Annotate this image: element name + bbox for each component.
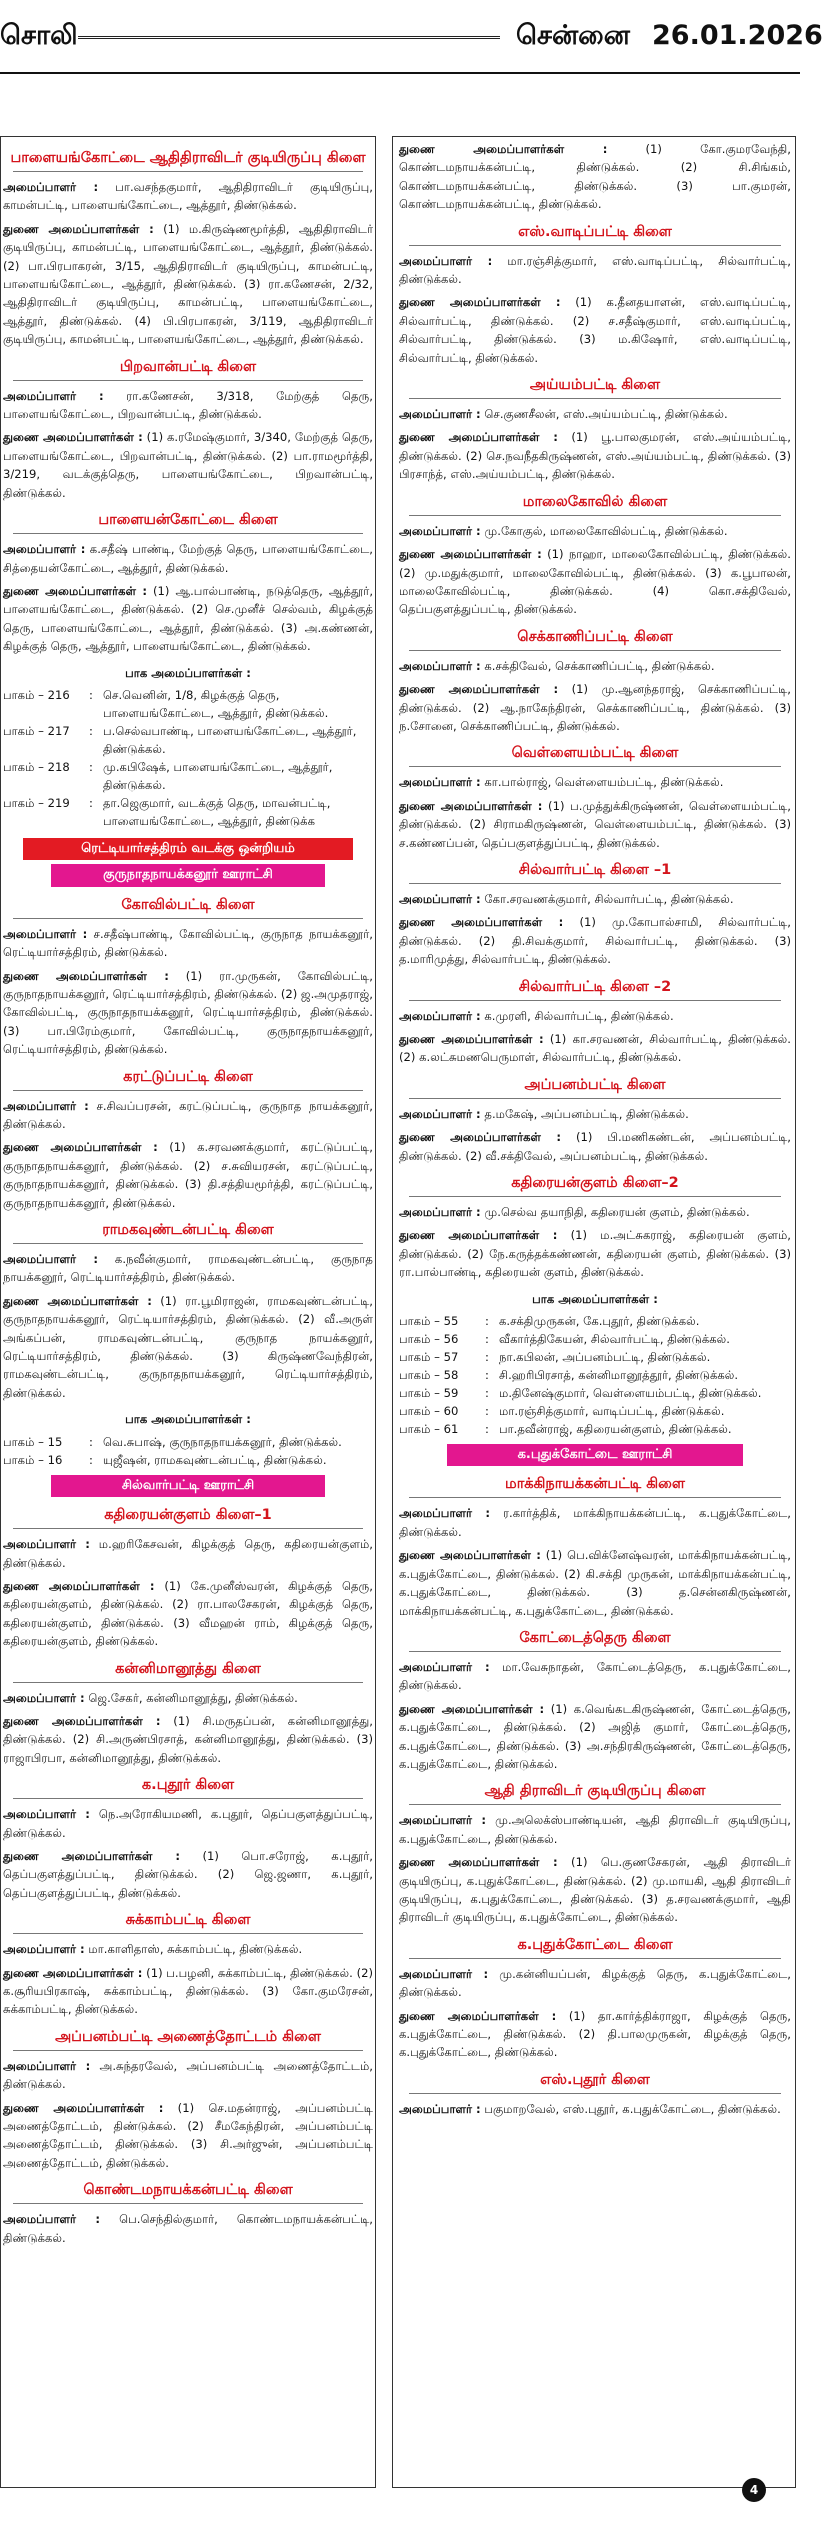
- entry-role-label: அமைப்பாளர் :: [3, 2058, 91, 2073]
- booth-row: [399, 1312, 791, 1330]
- booth-number: பாகம் – 61: [399, 1422, 459, 1437]
- entry-role-label: அமைப்பாளர் :: [399, 1506, 491, 1521]
- booth-colon: :: [89, 1434, 93, 1449]
- entry-text: மு.கோகுல், மாலைகோவில்பட்டி, திண்டுக்கல்.: [480, 523, 728, 538]
- entry-role-label: துணை அமைப்பாளர்கள் :: [3, 1965, 143, 1980]
- entry-role-label: அமைப்பாளர் :: [399, 253, 493, 268]
- section-divider: [409, 766, 781, 767]
- member-entry: [399, 1504, 791, 1541]
- section-divider: [409, 515, 781, 516]
- booth-number: பாகம் – 55: [399, 1314, 459, 1329]
- edition-date: 26.01.2026: [652, 20, 823, 51]
- entry-role-label: அமைப்பாளர் :: [399, 2101, 481, 2116]
- member-entry: [399, 797, 791, 852]
- entry-text: (1) பெ.குணசேகரன், ஆதி திராவிடர் குடியிருப்பு, க.புதுக்கோட்டை, திண்டுக்கல். (2) மு.மாயகி, ஆதி திராவிடர் குடியிருப்பு, க.புதுக்கோட்டை, திண்டுக்கல். (3) த.சரவணக்குமார், ஆதி திராவிடர் குடியிருப்பு, க.புதுக்கோட்டை, திண்டுக்கல்.: [399, 1855, 791, 1925]
- panchayat-banner: க.புதுக்கோட்டை ஊராட்சி: [447, 1444, 743, 1466]
- entry-role-label: துணை அமைப்பாளர்கள் :: [399, 2008, 557, 2023]
- entry-role-label: அமைப்பாளர் :: [3, 1942, 85, 1957]
- section-divider: [409, 650, 781, 651]
- member-entry: [3, 1292, 373, 1402]
- section-heading: கரட்டுப்பட்டி கிளை: [123, 1068, 253, 1085]
- booth-row: [3, 1433, 373, 1451]
- entry-text: மா.ரஞ்சித்குமார், எஸ்.வாடிப்பட்டி, சில்வார்பட்டி, திண்டுக்கல்.: [399, 253, 791, 287]
- entry-text: த.மகேஷ், அப்பனம்பட்டி, திண்டுக்கல்.: [480, 1106, 689, 1121]
- entry-text: (1) நாஹா, மாலைகோவில்பட்டி, திண்டுக்கல். (2) மு.மதுக்குமார், மாலைகோவில்பட்டி, திண்டுக்கல். (3) க.பூபாலன், மாலைகோவில்பட்டி, திண்டுக்கல். (4) கொ.சக்திவேல், தெப்பகுளத்துப்பட்டி, திண்டுக்கல்.: [399, 547, 791, 617]
- section-divider: [409, 398, 781, 399]
- entry-text: மு.கன்னியப்பன், கிழக்குத் தெரு, க.புதுக்கோட்டை, திண்டுக்கல்.: [399, 1966, 791, 2000]
- booth-colon: :: [485, 1368, 489, 1383]
- booth-row: [399, 1366, 791, 1384]
- member-entry: [3, 220, 373, 349]
- member-entry: [399, 2007, 791, 2062]
- member-entry: [399, 428, 791, 483]
- entry-role-label: துணை அமைப்பாளர்கள் :: [399, 1130, 561, 1145]
- section-divider: [13, 1528, 363, 1529]
- entry-text: (1) பொ.சரோஜ், க.புதூர், தெப்பகுளத்துப்பட்டி, திண்டுக்கல். (2) ஜெ.ஜணா, க.புதூர், தெப்பகுளத்துப்பட்டி, திண்டுக்கல்.: [3, 1848, 373, 1900]
- section-heading: வெள்ளையம்பட்டி கிளை: [511, 745, 679, 762]
- section-heading: செக்காணிப்பட்டி கிளை: [517, 628, 673, 645]
- section-heading: கோட்டைத்தெரு கிளை: [519, 1629, 671, 1646]
- section-heading: ராமகவுண்டன்பட்டி கிளை: [102, 1222, 274, 1239]
- member-entry: [399, 405, 791, 423]
- entry-text: (1) ப.பழனி, சுக்காம்பட்டி, திண்டுக்கல். (2) க.சூரியபிரகாஷ், சுக்காம்பட்டி, திண்டுக்கல். (3) கோ.குமரேசன், சுக்காம்பட்டி, திண்டுக்கல்.: [3, 1965, 373, 2017]
- member-entry: [3, 2210, 373, 2247]
- section-heading: க.புதுக்கோட்டை கிளை: [517, 1936, 673, 1953]
- booth-colon: :: [89, 687, 93, 702]
- booth-member: க.சக்திமுருகன், கே.புதூர், திண்டுக்கல்.: [499, 1314, 700, 1329]
- booth-colon: :: [485, 1314, 489, 1329]
- entry-text: (1) செ.மதன்ராஜ், அப்பனம்பட்டி அணைத்தோட்டம், திண்டுக்கல். (2) சீமகேந்திரன், அப்பனம்பட்டி அணைத்தோட்டம், திண்டுக்கல். (3) சி.அர்ஜுன், அப்பனம்பட்டி அணைத்தோட்டம், திண்டுக்கல்.: [3, 2100, 373, 2170]
- member-entry: [3, 967, 373, 1059]
- member-entry: [399, 680, 791, 735]
- member-entry: [399, 1700, 791, 1774]
- booth-number: பாகம் – 218: [3, 759, 70, 774]
- entry-text: (1) ம.கிருஷ்ணமூர்த்தி, ஆதிதிராவிடர் குடியிருப்பு, காமன்பட்டி, பாளையங்கோட்டை, ஆத்தூர், திண்டுக்கல். (2) பா.பிரபாகரன், 3/15, ஆதிதிராவிடர் குடியிருப்பு, காமன்பட்டி, பாளையங்கோட்டை, ஆத்தூர், திண்டுக்கல். (3) ரா.கணேசன், 2/32, ஆதிதிராவிடர் குடியிருப்பு, காமன்பட்டி, பாளையங்கோட்டை, ஆத்தூர், திண்டுக்கல். (4) பி.பிரபாகரன், 3/119, ஆதிதிராவிடர் குடியிருப்பு, காமன்பட்டி, பாளையங்கோட்டை, ஆத்தூர், திண்டுக்கல்.: [3, 221, 373, 347]
- edition-city: சென்னை: [516, 20, 630, 51]
- entry-role-label: துணை அமைப்பாளர்கள் :: [3, 2100, 164, 2115]
- entry-role-label: துணை அமைப்பாளர்கள் :: [399, 547, 542, 562]
- entry-text: (1) க.சரவணக்குமார், கரட்டுப்பட்டி, குருநாதநாயக்கனூர், திண்டுக்கல். (2) ச.சுவியரசன், கரட்டுப்பட்டி, குருநாதநாயக்கனூர், திண்டுக்கல். (3) தி.சத்தியமூர்த்தி, கரட்டுப்பட்டி, குருநாதநாயக்கனூர், திண்டுக்கல்.: [3, 1140, 373, 1210]
- booth-colon: :: [89, 795, 93, 810]
- entry-role-label: அமைப்பாளர் :: [3, 1098, 89, 1113]
- booth-list-title: பாக அமைப்பாளர்கள் :: [532, 1291, 658, 1306]
- entry-role-label: அமைப்பாளர் :: [3, 1807, 90, 1822]
- booth-colon: :: [89, 723, 93, 738]
- entry-text: கா.பால்ராஜ், வெள்ளையம்பட்டி, திண்டுக்கல்.: [480, 775, 724, 790]
- entry-role-label: அமைப்பாளர் :: [399, 658, 481, 673]
- entry-text: அ.சுந்தரவேல், அப்பனம்பட்டி அணைத்தோட்டம், திண்டுக்கல்.: [3, 2058, 373, 2092]
- section-divider: [409, 1000, 781, 1001]
- section-heading: எஸ்.புதூர் கிளை: [540, 2071, 650, 2088]
- entry-text: செ.குணசீலன், எஸ்.அய்யம்பட்டி, திண்டுக்கல்.: [480, 407, 728, 422]
- member-entry: [399, 1853, 791, 1927]
- masthead: [0, 0, 823, 92]
- booth-member: செ.வெனின், 1/8, கிழக்குத் தெரு, பாளையங்கோட்டை, ஆத்தூர், திண்டுக்கல்.: [103, 687, 329, 720]
- member-entry: [399, 1658, 791, 1695]
- entry-text: மு.அலெக்ஸ்பாண்டியன், ஆதி திராவிடர் குடியிருப்பு, க.புதுக்கோட்டை, திண்டுக்கல்.: [399, 1813, 791, 1846]
- entry-role-label: அமைப்பாளர் :: [399, 1813, 487, 1828]
- member-entry: [3, 925, 373, 962]
- booth-table: [3, 686, 373, 830]
- entry-text: மா.வேசுநாதன், கோட்டைத்தெரு, க.புதுக்கோட்டை, திண்டுக்கல்.: [399, 1659, 791, 1693]
- entry-text: நெ.அரோகியமணி, க.புதூர், தெப்பகுளத்துப்பட்டி, திண்டுக்கல்.: [3, 1807, 373, 1840]
- entry-text: ரா.கணேசன், 3/318, மேற்குத் தெரு, பாளையங்கோட்டை, பிறவான்பட்டி, திண்டுக்கல்.: [3, 388, 373, 422]
- member-entry: [399, 1226, 791, 1281]
- entry-role-label: அமைப்பாளர் :: [3, 1690, 85, 1705]
- newspaper-name: சொலி: [0, 20, 78, 51]
- section-divider: [13, 1933, 363, 1934]
- booth-member: தா.ஜெகுமார், வடக்குத் தெரு, மாவன்பட்டி, பாளையங்கோட்டை, ஆத்தூர், திண்டுக்க: [103, 795, 331, 828]
- entry-text: (1) பூ.பாலகுமரன், எஸ்.அய்யம்பட்டி, திண்டுக்கல். (2) செ.நவநீதகிருஷ்ணன், எஸ்.அய்யம்பட்டி, திண்டுக்கல். (3) பிரசாந்த், எஸ்.அய்யம்பட்டி, திண்டுக்கல்.: [399, 430, 791, 482]
- booth-list-title: பாக அமைப்பாளர்கள் :: [125, 1412, 251, 1427]
- member-entry: [3, 1940, 373, 1958]
- section-heading: க.புதூர் கிளை: [141, 1777, 235, 1794]
- entry-role-label: துணை அமைப்பாளர்கள் :: [3, 968, 169, 983]
- left-column: [3, 140, 373, 2480]
- booth-number: பாகம் – 15: [3, 1434, 63, 1449]
- entry-role-label: துணை அமைப்பாளர்கள் :: [3, 1713, 161, 1728]
- entry-role-label: அமைப்பாளர் :: [3, 388, 104, 403]
- booth-row: [399, 1348, 791, 1366]
- entry-role-label: அமைப்பாளர் :: [3, 180, 99, 194]
- booth-colon: :: [89, 759, 93, 774]
- entry-role-label: துணை அமைப்பாளர்கள் :: [399, 1701, 545, 1716]
- member-entry: [3, 1138, 373, 1212]
- entry-role-label: துணை அமைப்பாளர்கள் :: [399, 430, 558, 445]
- member-entry: [399, 1030, 791, 1067]
- section-heading: கோவில்பட்டி கிளை: [121, 896, 255, 913]
- member-entry: [399, 1007, 791, 1025]
- member-entry: [3, 428, 373, 502]
- member-entry: [399, 545, 791, 619]
- section-divider: [13, 171, 363, 172]
- section-divider: [409, 883, 781, 884]
- entry-role-label: துணை அமைப்பாளர்கள் :: [399, 1548, 541, 1563]
- booth-number: பாகம் – 60: [399, 1404, 459, 1419]
- section-divider: [409, 1196, 781, 1197]
- section-divider: [13, 918, 363, 919]
- entry-text: (1) பெ.விக்னேஷ்வரன், மாக்கிநாயக்கன்பட்டி, க.புதுக்கோட்டை, திண்டுக்கல். (2) கி.சக்தி முருகன், மாக்கிநாயக்கன்பட்டி, க.புதுக்கோட்டை, திண்டுக்கல். (3) த.சென்னகிருஷ்ணன், மாக்கிநாயக்கன்பட்டி, க.புதுக்கோட்டை, திண்டுக்கல்.: [399, 1548, 791, 1618]
- entry-text: (1) கே.முனீஸ்வரன், கிழக்குத் தெரு, கதிரையன்குளம், திண்டுக்கல். (2) ரா.பாலசேகரன், கிழக்குத் தெரு, கதிரையன்குளம், திண்டுக்கல். (3) வீமஹன் ராம், கிழக்குத் தெரு, கதிரையன்குளம், திண்டுக்கல்.: [3, 1578, 373, 1649]
- section-heading: அப்பனம்பட்டி கிளை: [524, 1076, 666, 1093]
- section-heading: அய்யம்பட்டி கிளை: [529, 377, 661, 394]
- entry-text: (1) மு.கோபால்சாமி, சில்வார்பட்டி, திண்டுக்கல். (2) தி.சிவக்குமார், சில்வார்பட்டி, திண்டுக்கல். (3) த.மாரிமுத்து, சில்வார்பட்டி, திண்டுக்கல்.: [399, 915, 791, 967]
- entry-text: பா.வசந்தகுமார், ஆதிதிராவிடர் குடியிருப்பு, காமன்பட்டி, பாளையங்கோட்டை, ஆத்தூர், திண்டுக்கல்.: [3, 180, 373, 213]
- member-entry: [3, 582, 373, 656]
- entry-role-label: துணை அமைப்பாளர்கள் :: [399, 1032, 544, 1046]
- panchayat-banner: சில்வார்பட்டி ஊராட்சி: [51, 1475, 325, 1497]
- entry-text: (1) ப.முத்துக்கிருஷ்ணன், வெள்ளையம்பட்டி, திண்டுக்கல். (2) சிராமகிருஷ்ணன், வெள்ளையம்பட்டி, திண்டுக்கல். (3) ச.கண்ணப்பன், தெப்பகுளத்துப்பட்டி, திண்டுக்கல்.: [399, 798, 791, 850]
- member-entry: [399, 1811, 791, 1848]
- section-heading: மாக்கிநாயக்கன்பட்டி கிளை: [505, 1476, 685, 1493]
- member-entry: [3, 1964, 373, 2019]
- entry-text: ர.கார்த்திக், மாக்கிநாயக்கன்பட்டி, க.புதுக்கோட்டை, திண்டுக்கல்.: [399, 1506, 791, 1539]
- booth-row: [3, 1451, 373, 1469]
- masthead-rule: [78, 36, 500, 39]
- entry-role-label: துணை அமைப்பாளர்கள் :: [3, 1848, 180, 1863]
- member-entry: [399, 913, 791, 968]
- entry-text: (1) க.வெங்கடகிருஷ்ணன், கோட்டைத்தெரு, க.புதுக்கோட்டை, திண்டுக்கல். (2) அஜித் குமார், கோட்டைத்தெரு, க.புதுக்கோட்டை, திண்டுக்கல். (3) அ.சந்திரகிருஷ்ணன், கோட்டைத்தெரு, க.புதுக்கோட்டை, திண்டுக்கல்.: [399, 1701, 791, 1771]
- entry-text: (1) ரா.முருகன், கோவில்பட்டி, குருநாதநாயக்கனூர், ரெட்டியார்சத்திரம், திண்டுக்கல். (2) ஜ.அமுதராஜ், கோவில்பட்டி, குருநாதநாயக்கனூர், ரெட்டியார்சத்திரம், திண்டுக்கல். (3) பா.பிரேம்குமார், கோவில்பட்டி, குருநாதநாயக்கனூர், ரெட்டியார்சத்திரம், திண்டுக்கல்.: [3, 968, 373, 1057]
- entry-role-label: அமைப்பாளர் :: [3, 2212, 101, 2227]
- section-heading: பாளையங்கோட்டை ஆதிதிராவிடர் குடியிருப்பு கிளை: [10, 150, 366, 166]
- booth-row: [399, 1402, 791, 1420]
- union-banner: ரெட்டியார்சத்திரம் வடக்கு ஒன்றியம்: [23, 838, 353, 860]
- entry-role-label: அமைப்பாளர் :: [399, 407, 481, 422]
- member-entry: [399, 140, 791, 214]
- panchayat-banner: குருநாதநாயக்கனூர் ஊராட்சி: [51, 864, 325, 886]
- member-entry: [399, 1128, 791, 1165]
- entry-role-label: துணை அமைப்பாளர்கள் :: [3, 1578, 155, 1593]
- section-divider: [13, 2050, 363, 2051]
- entry-role-label: துணை அமைப்பாளர்கள் :: [3, 1293, 152, 1308]
- section-divider: [13, 2203, 363, 2204]
- booth-member: மு.கபிஷேக், பாளையங்கோட்டை, ஆத்தூர், திண்டுக்கல்.: [103, 759, 333, 792]
- entry-text: க.முரளி, சில்வார்பட்டி, திண்டுக்கல்.: [480, 1008, 674, 1023]
- section-divider: [13, 1243, 363, 1244]
- section-heading: கொண்டமநாயக்கன்பட்டி கிளை: [83, 2182, 293, 2199]
- entry-role-label: அமைப்பாளர் :: [399, 523, 481, 538]
- member-entry: [399, 252, 791, 289]
- member-entry: [399, 1965, 791, 2002]
- entry-role-label: அமைப்பாளர் :: [399, 1205, 481, 1220]
- entry-role-label: துணை அமைப்பாளர்கள் :: [3, 1140, 158, 1155]
- section-divider: [409, 1958, 781, 1959]
- page-number-badge: 4: [742, 2478, 766, 2502]
- booth-member: வீகார்த்திகேயன், சில்வார்பட்டி, திண்டுக்கல்.: [499, 1332, 730, 1347]
- entry-text: பகுமாறவேல், எஸ்.புதூர், க.புதுக்கோட்டை, திண்டுக்கல்.: [480, 2101, 781, 2116]
- entry-role-label: அமைப்பாளர் :: [399, 1966, 489, 1981]
- entry-text: (1) ம.அட்சுகராஜ், கதிரையன் குளம், திண்டுக்கல். (2) நே.கருத்தக்கண்ணன், கதிரையன் குளம், திண்டுக்கல். (3) ரா.பால்பாண்டி, கதிரையன் குளம், திண்டுக்கல்.: [399, 1228, 791, 1280]
- entry-role-label: அமைப்பாளர் :: [3, 542, 86, 557]
- entry-role-label: அமைப்பாளர் :: [3, 1252, 98, 1267]
- entry-text: (1) ஆ.பால்பாண்டி, நடுத்தெரு, ஆத்தூர், பாளையங்கோட்டை, திண்டுக்கல். (2) செ.முனீச் செல்வம், கிழக்குத் தெரு, பாளையங்கோட்டை, ஆத்தூர், திண்டுக்கல். (3) அ.கண்ணன், கிழக்குத் தெரு, ஆத்தூர், பாளையங்கோட்டை, திண்டுக்கல்.: [3, 583, 373, 654]
- booth-colon: :: [485, 1404, 489, 1419]
- booth-row: [3, 722, 373, 758]
- entry-text: (1) கோ.குமரவேந்தி, கொண்டமநாயக்கன்பட்டி, திண்டுக்கல். (2) சி.சிங்கம், கொண்டமநாயக்கன்பட்டி, திண்டுக்கல். (3) பா.குமரன், கொண்டமநாயக்கன்பட்டி, திண்டுக்கல்.: [399, 142, 791, 212]
- section-divider: [409, 2093, 781, 2094]
- entry-text: ச.சதீஷ்பாண்டி, கோவில்பட்டி, குருநாத நாயக்கனூர், ரெட்டியார்சத்திரம், திண்டுக்கல்.: [3, 926, 373, 960]
- booth-number: பாகம் – 59: [399, 1386, 459, 1401]
- entry-role-label: துணை அமைப்பாளர்கள் :: [3, 430, 143, 445]
- section-divider: [13, 1090, 363, 1091]
- entry-text: க.சக்திவேல், செக்காணிப்பட்டி, திண்டுக்கல்.: [480, 658, 715, 673]
- member-entry: [3, 1712, 373, 1767]
- entry-text: ச.சிவப்பரசன், கரட்டுப்பட்டி, குருநாத நாயக்கனூர், திண்டுக்கல்.: [3, 1098, 373, 1131]
- member-entry: [399, 2100, 791, 2118]
- right-column: [399, 140, 791, 2480]
- entry-role-label: அமைப்பாளர் :: [399, 891, 481, 906]
- member-entry: [399, 522, 791, 540]
- entry-role-label: அமைப்பாளர் :: [3, 1537, 90, 1552]
- booth-row: [399, 1384, 791, 1402]
- booth-row: [3, 686, 373, 722]
- entry-text: (1) தா.கார்த்திக்ராஜா, கிழக்குத் தெரு, க.புதுக்கோட்டை, திண்டுக்கல். (2) தி.பாலமுருகன், கிழக்குத் தெரு, க.புதுக்கோட்டை, திண்டுக்கல்.: [399, 2008, 791, 2060]
- booth-number: பாகம் – 56: [399, 1332, 459, 1347]
- section-divider: [409, 1098, 781, 1099]
- section-heading: கதிரையன்குளம் கிளை–1: [104, 1507, 272, 1524]
- booth-table: [399, 1312, 791, 1438]
- header-divider: [0, 72, 800, 74]
- entry-text: (1) க.ரமேஷ்குமார், 3/340, மேற்குத் தெரு, பாளையங்கோட்டை, பிறவான்பட்டி, திண்டுக்கல். (2) பா.ராமமூர்த்தி, 3/219, வடக்குத்தெரு, பாளையங்கோட்டை, பிறவான்பட்டி, திண்டுக்கல்.: [3, 430, 373, 500]
- entry-role-label: துணை அமைப்பாளர்கள் :: [3, 221, 154, 236]
- section-divider: [13, 1682, 363, 1683]
- booth-row: [3, 794, 373, 830]
- member-entry: [399, 773, 791, 791]
- booth-number: பாகம் – 217: [3, 723, 70, 738]
- booth-number: பாகம் – 57: [399, 1350, 459, 1365]
- entry-text: (1) மு.ஆனந்தராஜ், செக்காணிப்பட்டி, திண்டுக்கல். (2) ஆ.நாகேந்திரன், செக்காணிப்பட்டி, திண்டுக்கல். (3) ந.சோனை, செக்காணிப்பட்டி, திண்டுக்கல்.: [399, 682, 791, 733]
- entry-text: (1) ரா.பூமிராஜன், ராமகவுண்டன்பட்டி, குருநாதநாயக்கனூர், ரெட்டியார்சத்திரம், திண்டுக்கல். (2) வீ.அருள் அங்கப்பன், ராமகவுண்டன்பட்டி, குருநாத நாயக்கனூர், ரெட்டியார்சத்திரம், திண்டுக்கல். (3) கிருஷ்ணவேந்திரன், ராமகவுண்டன்பட்டி, குருநாதநாயக்கனூர், ரெட்டியார்சத்திரம், திண்டுக்கல்.: [3, 1293, 373, 1400]
- section-divider: [409, 245, 781, 246]
- member-entry: [399, 293, 791, 367]
- entry-text: க.நவீன்குமார், ராமகவுண்டன்பட்டி, குருநாத நாயக்கனூர், ரெட்டியார்சத்திரம், திண்டுக்கல்.: [3, 1252, 373, 1285]
- member-entry: [3, 1250, 373, 1287]
- section-heading: பாளையன்கோட்டை கிளை: [98, 512, 278, 529]
- section-heading: ஆதி திராவிடர் குடியிருப்பு கிளை: [484, 1783, 706, 1800]
- entry-text: ம.ஹரிகேசவன், கிழக்குத் தெரு, கதிரையன்குளம், திண்டுக்கல்.: [3, 1537, 373, 1570]
- booth-colon: :: [89, 1452, 93, 1467]
- section-heading: எஸ்.வாடிப்பட்டி கிளை: [518, 223, 672, 240]
- section-heading: கதிரையன்குளம் கிளை–2: [511, 1175, 679, 1192]
- booth-colon: :: [485, 1350, 489, 1365]
- member-entry: [3, 1805, 373, 1842]
- booth-colon: :: [485, 1422, 489, 1437]
- booth-number: பாகம் – 58: [399, 1368, 459, 1383]
- section-divider: [13, 380, 363, 381]
- entry-role-label: துணை அமைப்பாளர்கள் :: [399, 682, 559, 697]
- booth-number: பாகம் – 219: [3, 795, 70, 810]
- booth-row: [3, 758, 373, 794]
- section-heading: மாலைகோவில் கிளை: [522, 493, 668, 510]
- booth-colon: :: [485, 1386, 489, 1401]
- booth-member: பா.தவீன்ராஜ், கதிரையன்குளம், திண்டுக்கல்.: [499, 1422, 732, 1437]
- booth-table: [3, 1433, 373, 1469]
- entry-role-label: அமைப்பாளர் :: [3, 926, 88, 941]
- member-entry: [3, 1689, 373, 1707]
- booth-row: [399, 1330, 791, 1348]
- booth-member: ப.செல்வபாண்டி, பாளையங்கோட்டை, ஆத்தூர், திண்டுக்கல்.: [103, 723, 357, 756]
- booth-member: யுஜீஷன், ராமகவுண்டன்பட்டி, திண்டுக்கல்.: [103, 1452, 327, 1467]
- member-entry: [399, 1203, 791, 1221]
- entry-text: மா.காளிதாஸ், சுக்காம்பட்டி, திண்டுக்கல்.: [84, 1942, 303, 1957]
- booth-member: சி.ஹரிபிரசாத், கன்னிமானூத்தூர், திண்டுக்கல்.: [499, 1368, 739, 1383]
- member-entry: [3, 540, 373, 577]
- entry-role-label: துணை அமைப்பாளர்கள் :: [399, 1855, 558, 1870]
- section-divider: [409, 1651, 781, 1652]
- entry-role-label: துணை அமைப்பாளர்கள் :: [399, 142, 608, 156]
- entry-role-label: துணை அமைப்பாளர்கள் :: [399, 798, 543, 813]
- member-entry: [3, 178, 373, 215]
- entry-role-label: அமைப்பாளர் :: [399, 1659, 490, 1674]
- member-entry: [399, 1546, 791, 1620]
- member-entry: [399, 890, 791, 908]
- booth-number: பாகம் – 216: [3, 687, 70, 702]
- member-entry: [3, 1535, 373, 1572]
- booth-list-title: பாக அமைப்பாளர்கள் :: [125, 665, 251, 680]
- entry-role-label: அமைப்பாளர் :: [399, 775, 481, 790]
- entry-role-label: துணை அமைப்பாளர்கள் :: [3, 583, 148, 598]
- entry-text: மு.செல்வ தயாநிதி, கதிரையன் குளம், திண்டுக்கல்.: [480, 1205, 750, 1220]
- booth-member: வெ.சுபாஷ், குருநாதநாயக்கனூர், திண்டுக்கல்.: [103, 1434, 342, 1449]
- booth-member: மா.ரஞ்சித்குமார், வாடிப்பட்டி, திண்டுக்கல்.: [499, 1404, 725, 1419]
- section-divider: [13, 1798, 363, 1799]
- section-heading: சில்வார்பட்டி கிளை –1: [518, 861, 672, 878]
- section-heading: கன்னிமானூத்து கிளை: [115, 1660, 261, 1677]
- section-divider: [409, 1497, 781, 1498]
- entry-text: (1) சி.மருதப்பன், கன்னிமானூத்து, திண்டுக்கல். (2) சி.அருண்பிரசாத், கன்னிமானூத்து, திண்டுக்கல். (3) ராஜாபிரபா, கன்னிமானூத்து, திண்டுக்கல்.: [3, 1713, 373, 1765]
- booth-colon: :: [485, 1332, 489, 1347]
- booth-row: [399, 1420, 791, 1438]
- entry-role-label: அமைப்பாளர் :: [399, 1106, 481, 1121]
- member-entry: [3, 1097, 373, 1134]
- member-entry: [399, 1105, 791, 1123]
- member-entry: [3, 1577, 373, 1651]
- section-divider: [409, 1804, 781, 1805]
- entry-text: (1) பி.மணிகண்டன், அப்பனம்பட்டி, திண்டுக்கல். (2) வீ.சக்திவேல், அப்பனம்பட்டி, திண்டுக்கல்.: [399, 1130, 791, 1163]
- member-entry: [3, 1847, 373, 1902]
- entry-role-label: துணை அமைப்பாளர்கள் :: [399, 915, 564, 930]
- member-entry: [3, 2057, 373, 2094]
- section-heading: சில்வார்பட்டி கிளை –2: [518, 978, 672, 995]
- section-heading: பிறவான்பட்டி கிளை: [119, 358, 257, 375]
- member-entry: [3, 2099, 373, 2173]
- entry-text: கோ.சரவணக்குமார், சில்வார்பட்டி, திண்டுக்கல்.: [480, 891, 734, 906]
- entry-text: ஜெ.சேகர், கன்னிமானூத்து, திண்டுக்கல்.: [84, 1690, 298, 1705]
- section-heading: சுக்காம்பட்டி கிளை: [125, 1912, 251, 1929]
- entry-text: க.சதீஷ் பாண்டி, மேற்குத் தெரு, பாளையங்கோட்டை, சித்தையன்கோட்டை, ஆத்தூர், திண்டுக்கல்.: [3, 542, 373, 575]
- entry-role-label: துணை அமைப்பாளர்கள் :: [399, 295, 561, 310]
- entry-text: (1) க.தீனதயாளன், எஸ்.வாடிப்பட்டி, சில்வார்பட்டி, திண்டுக்கல். (2) ச.சதீஷ்குமார், எஸ்.வாடிப்பட்டி, சில்வார்பட்டி, திண்டுக்கல். (3) ம.கிஷோர், எஸ்.வாடிப்பட்டி, சில்வார்பட்டி, திண்டுக்கல்.: [399, 295, 791, 365]
- member-entry: [399, 657, 791, 675]
- member-entry: [3, 387, 373, 424]
- booth-number: பாகம் – 16: [3, 1452, 63, 1467]
- entry-text: பெ.செந்தில்குமார், கொண்டமநாயக்கன்பட்டி, திண்டுக்கல்.: [3, 2212, 373, 2245]
- section-divider: [13, 533, 363, 534]
- entry-text: (1) கா.சரவணன், சில்வார்பட்டி, திண்டுக்கல். (2) க.லட்சுமணபெருமாள், சில்வார்பட்டி, திண்டுக்கல்.: [399, 1032, 791, 1065]
- entry-role-label: அமைப்பாளர் :: [399, 1008, 481, 1023]
- booth-member: நா.கபிலன், அப்பனம்பட்டி, திண்டுக்கல்.: [499, 1350, 711, 1365]
- section-heading: அப்பனம்பட்டி அணைத்தோட்டம் கிளை: [55, 2028, 321, 2045]
- booth-member: ம.தினேஷ்குமார், வெள்ளையம்பட்டி, திண்டுக்கல்.: [499, 1386, 762, 1401]
- entry-role-label: துணை அமைப்பாளர்கள் :: [399, 1228, 558, 1243]
